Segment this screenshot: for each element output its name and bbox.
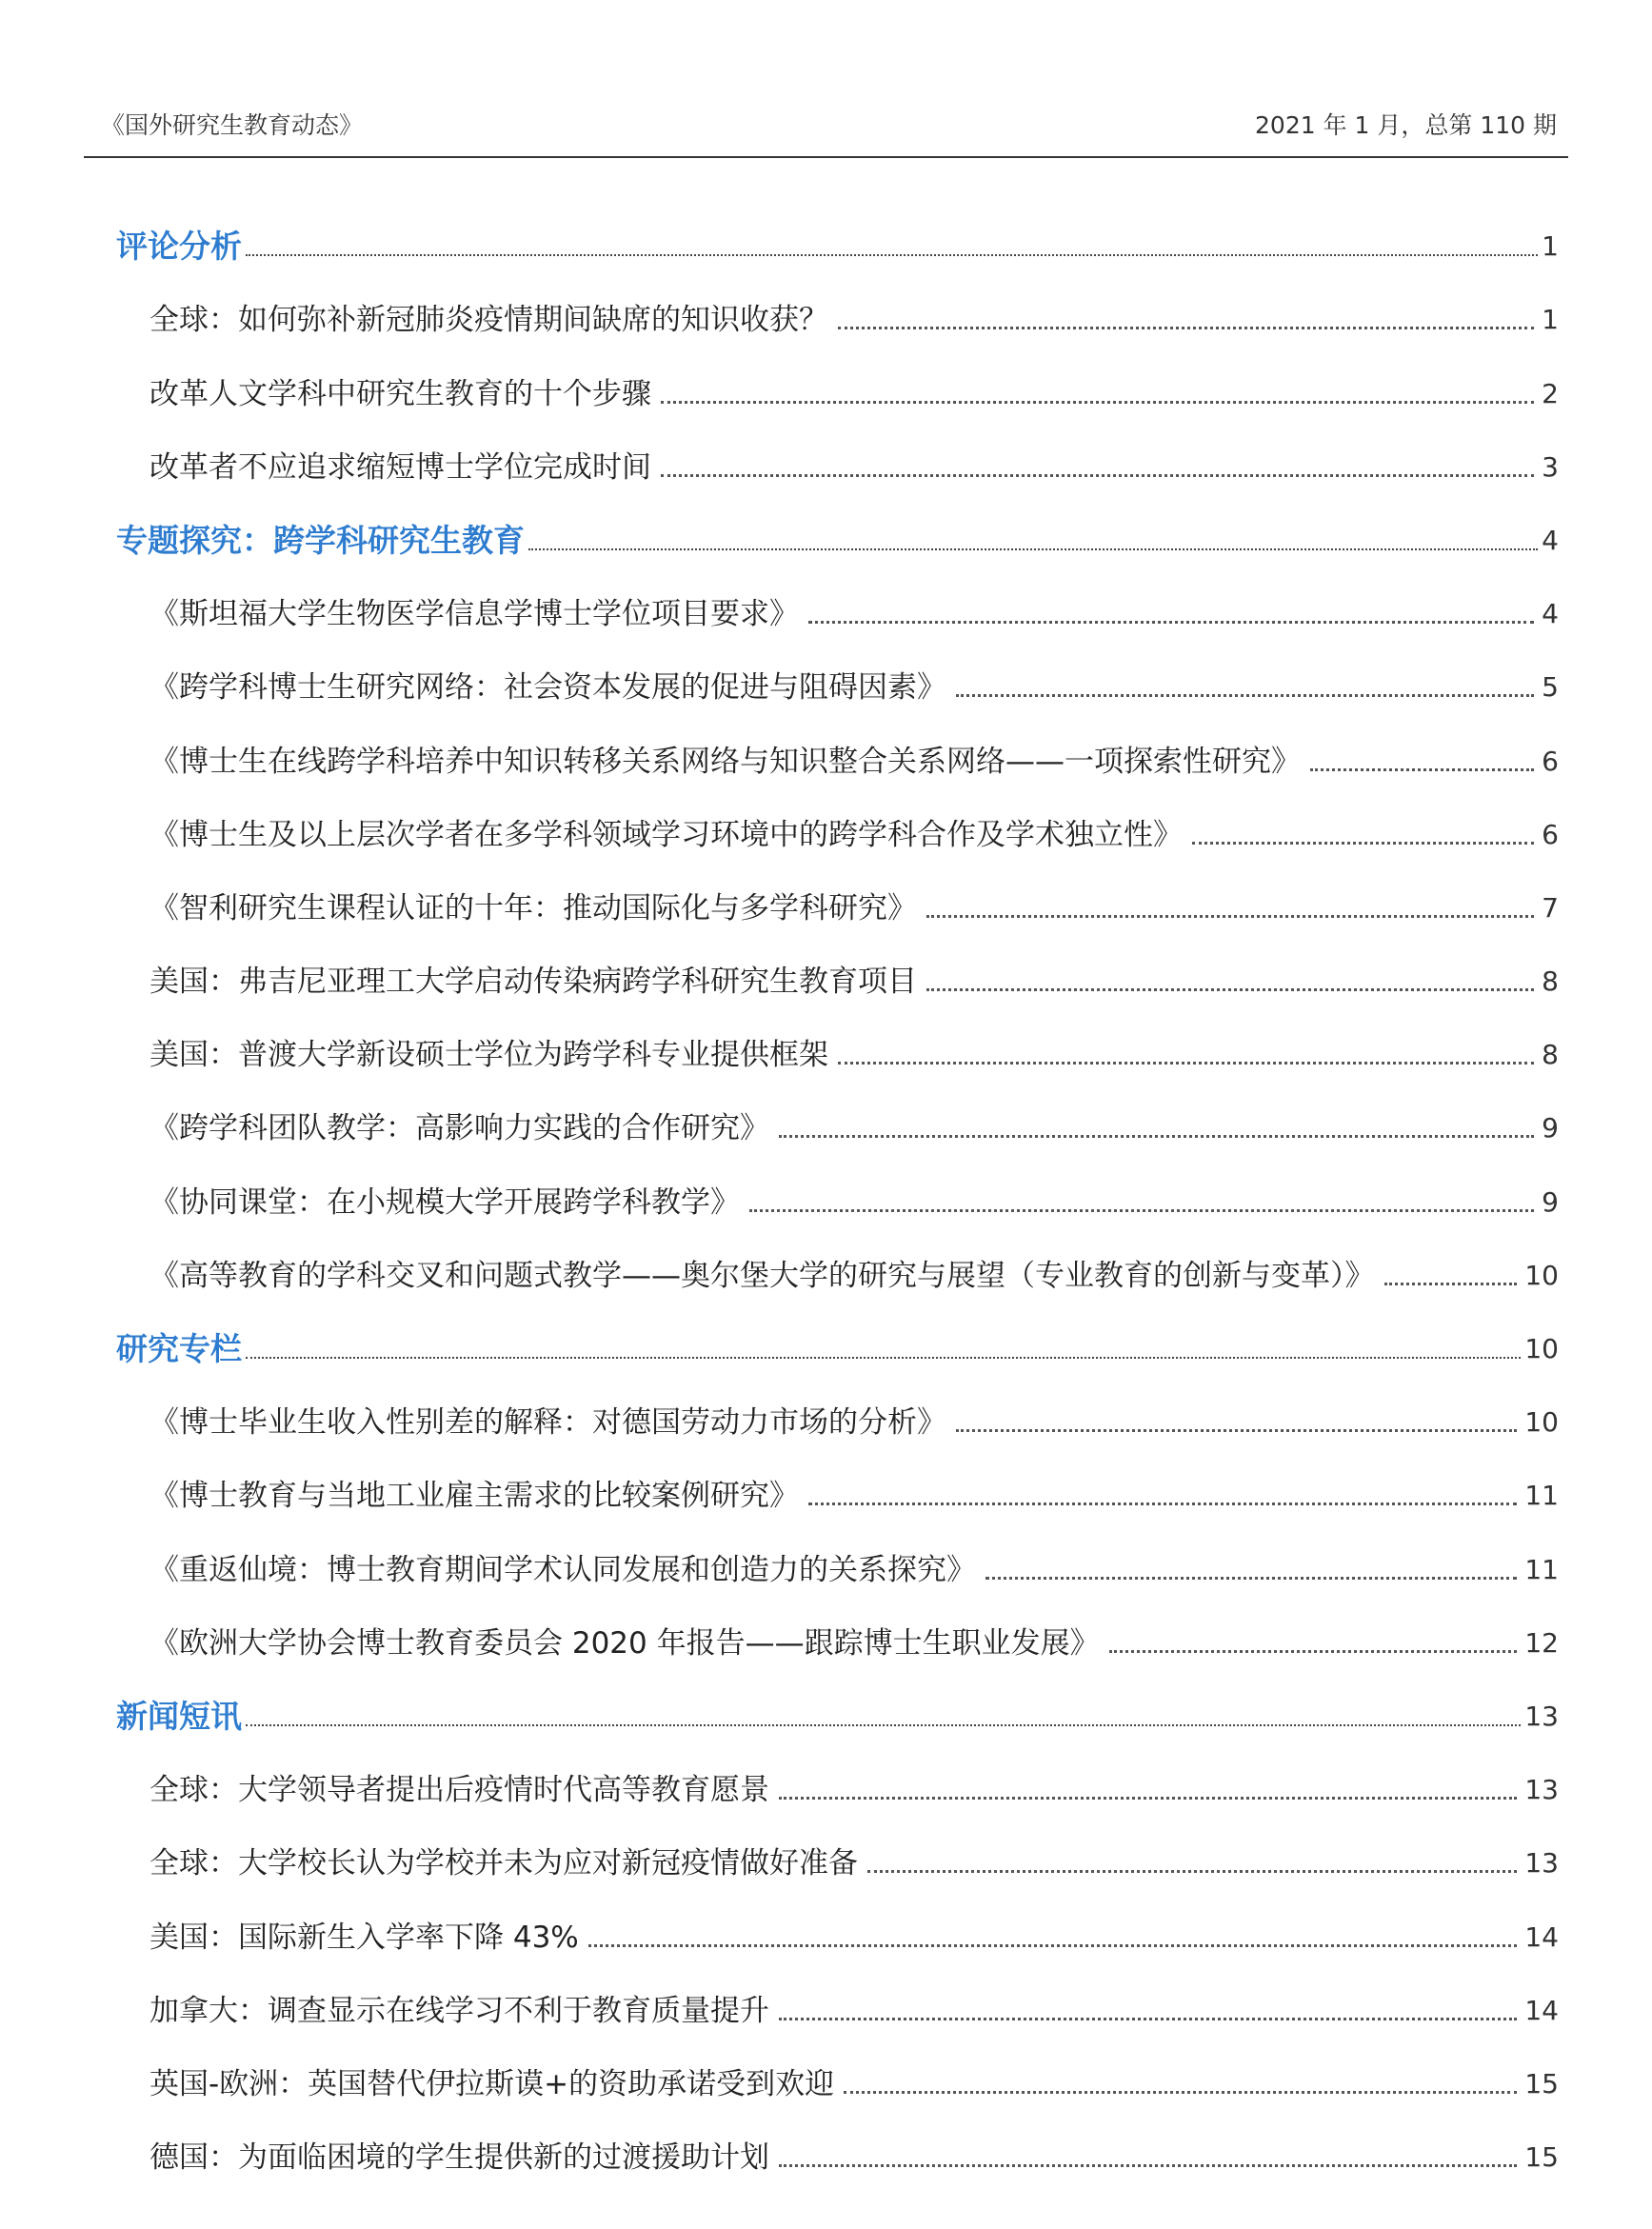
- toc-page-number: 15: [1524, 2067, 1559, 2100]
- toc-page-number: 10: [1524, 1333, 1559, 1364]
- toc-entry[interactable]: [116, 1974, 1559, 2047]
- toc-entry[interactable]: [116, 871, 1559, 945]
- dot-leader: [808, 1503, 1517, 1505]
- toc-page-number: 2: [1542, 377, 1559, 409]
- dot-leader: [779, 2018, 1517, 2020]
- toc-entry[interactable]: [116, 1164, 1559, 1238]
- toc-page-number: 6: [1542, 745, 1559, 777]
- dot-leader: [1192, 842, 1534, 845]
- toc-section-heading[interactable]: [116, 1312, 1559, 1385]
- toc-entry[interactable]: [116, 1459, 1559, 1532]
- toc-entry-title: 评论分析: [116, 228, 242, 266]
- toc-entry-title: 《博士毕业生收入性别差的解释：对德国劳动力市场的分析》: [149, 1405, 946, 1441]
- toc-entry[interactable]: [116, 1091, 1559, 1164]
- toc-entry-title: 改革人文学科中研究生教育的十个步骤: [149, 376, 651, 411]
- toc-entry-title: 英国-欧洲：英国替代伊拉斯谟+的资助承诺受到欢迎: [149, 2066, 835, 2101]
- toc-page-number: 12: [1524, 1626, 1559, 1659]
- toc-entry-title: 《协同课堂：在小规模大学开展跨学科教学》: [149, 1184, 740, 1220]
- toc-page-number: 1: [1542, 230, 1559, 263]
- toc-page-number: 5: [1542, 671, 1559, 704]
- toc-entry-title: 全球：如何弥补新冠肺炎疫情期间缺席的知识收获？: [149, 303, 828, 338]
- toc-entry[interactable]: [116, 2120, 1559, 2194]
- dot-leader: [779, 1135, 1534, 1138]
- toc-page-number: 8: [1542, 1039, 1559, 1071]
- toc-page-number: 11: [1524, 1480, 1559, 1512]
- toc-entry-title: 《跨学科团队教学：高影响力实践的合作研究》: [149, 1111, 769, 1146]
- toc-entry-title: 《智利研究生课程认证的十年：推动国际化与多学科研究》: [149, 890, 917, 925]
- toc-page-number: 9: [1542, 1185, 1559, 1218]
- toc-entry-title: 德国：为面临困境的学生提供新的过渡援助计划: [149, 2140, 769, 2176]
- toc-entry[interactable]: [116, 1385, 1559, 1459]
- toc-page-number: 1: [1542, 304, 1559, 336]
- toc-entry[interactable]: [116, 798, 1559, 871]
- toc-entry-title: 《斯坦福大学生物医学信息学博士学位项目要求》: [149, 597, 799, 632]
- toc-entry[interactable]: [116, 1606, 1559, 1680]
- toc-section-heading[interactable]: [116, 504, 1559, 577]
- dot-leader: [838, 327, 1534, 329]
- dot-leader: [749, 1209, 1534, 1212]
- dot-leader: [661, 474, 1534, 477]
- toc-page-number: 14: [1524, 1921, 1559, 1953]
- toc-entry[interactable]: [116, 283, 1559, 356]
- toc-entry[interactable]: [116, 1900, 1559, 1973]
- toc-entry-title: 《重返仙境：博士教育期间学术认同发展和创造力的关系探究》: [149, 1552, 976, 1587]
- toc-entry-title: 研究专栏: [116, 1330, 242, 1367]
- toc-entry[interactable]: [116, 945, 1559, 1018]
- dot-leader: [246, 1724, 1521, 1726]
- toc-entry-title: 改革者不应追求缩短博士学位完成时间: [149, 449, 651, 485]
- toc-entry[interactable]: [116, 650, 1559, 724]
- toc-page-number: 9: [1542, 1112, 1559, 1144]
- toc-page-number: 10: [1524, 1259, 1559, 1291]
- dot-leader: [588, 1944, 1518, 1947]
- dot-leader: [956, 694, 1534, 697]
- dot-leader: [1109, 1650, 1518, 1653]
- dot-leader: [844, 2091, 1517, 2094]
- toc-page-number: 13: [1524, 1774, 1559, 1806]
- dot-leader: [246, 1357, 1521, 1359]
- toc-entry[interactable]: [116, 1753, 1559, 1826]
- toc-entry[interactable]: [116, 577, 1559, 650]
- toc-entry-title: 专题探究：跨学科研究生教育: [116, 521, 525, 559]
- toc-page-number: 13: [1524, 1700, 1559, 1732]
- toc-entry-title: 《博士生及以上层次学者在多学科领域学习环境中的跨学科合作及学术独立性》: [149, 817, 1183, 852]
- toc-entry[interactable]: [116, 430, 1559, 504]
- issue-info: 2021 年 1 月，总第 110 期: [1255, 111, 1557, 139]
- dot-leader: [1384, 1283, 1518, 1285]
- toc-entry[interactable]: [116, 1018, 1559, 1091]
- toc-page-number: 15: [1524, 2141, 1559, 2174]
- dot-leader: [1310, 768, 1534, 771]
- toc-page-number: 8: [1542, 965, 1559, 998]
- toc-page-number: 6: [1542, 818, 1559, 850]
- toc-page-number: 4: [1542, 524, 1559, 556]
- dot-leader: [246, 254, 1538, 256]
- toc-entry-title: 美国：普渡大学新设硕士学位为跨学科专业提供框架: [149, 1038, 828, 1073]
- toc-entry-title: 美国：国际新生入学率下降 43%: [149, 1920, 579, 1955]
- dot-leader: [926, 915, 1534, 918]
- toc-entry-title: 《博士生在线跨学科培养中知识转移关系网络与知识整合关系网络——一项探索性研究》: [149, 744, 1301, 779]
- toc-section-heading[interactable]: [116, 209, 1559, 283]
- toc-entry-title: 《跨学科博士生研究网络：社会资本发展的促进与阻碍因素》: [149, 670, 946, 706]
- toc-page-number: 3: [1542, 450, 1559, 483]
- toc-section-heading[interactable]: [116, 1680, 1559, 1753]
- toc-entry-title: 全球：大学领导者提出后疫情时代高等教育愿景: [149, 1773, 769, 1808]
- toc-entry-title: 加拿大：调查显示在线学习不利于教育质量提升: [149, 1993, 769, 2028]
- dot-leader: [867, 1870, 1517, 1873]
- toc-page-number: 14: [1524, 1994, 1559, 2026]
- toc-entry-title: 《博士教育与当地工业雇主需求的比较案例研究》: [149, 1479, 799, 1514]
- dot-leader: [528, 548, 1538, 550]
- toc-entry[interactable]: [116, 1239, 1559, 1312]
- dot-leader: [985, 1577, 1517, 1580]
- toc-entry-title: 《高等教育的学科交叉和问题式教学——奥尔堡大学的研究与展望（专业教育的创新与变革）》: [149, 1258, 1375, 1293]
- table-of-contents: [116, 209, 1559, 2194]
- toc-entry[interactable]: [116, 1826, 1559, 1900]
- dot-leader: [808, 621, 1534, 624]
- toc-entry[interactable]: [116, 2047, 1559, 2120]
- dot-leader: [956, 1429, 1517, 1432]
- toc-page-number: 4: [1542, 598, 1559, 630]
- toc-entry-title: 新闻短讯: [116, 1697, 242, 1735]
- toc-entry[interactable]: [116, 1532, 1559, 1605]
- dot-leader: [838, 1062, 1534, 1065]
- toc-page-number: 7: [1542, 891, 1559, 924]
- dot-leader: [779, 2164, 1517, 2167]
- toc-entry[interactable]: [116, 356, 1559, 429]
- toc-page-number: 13: [1524, 1847, 1559, 1880]
- page-header: [84, 95, 1568, 158]
- dot-leader: [926, 988, 1534, 991]
- dot-leader: [779, 1797, 1517, 1800]
- toc-entry-title: 《欧洲大学协会博士教育委员会 2020 年报告——跟踪博士生职业发展》: [149, 1625, 1100, 1661]
- dot-leader: [661, 401, 1534, 404]
- toc-entry[interactable]: [116, 724, 1559, 797]
- toc-page-number: 10: [1524, 1406, 1559, 1439]
- toc-page-number: 11: [1524, 1553, 1559, 1585]
- toc-entry-title: 美国：弗吉尼亚理工大学启动传染病跨学科研究生教育项目: [149, 965, 917, 1000]
- journal-title: 《国外研究生教育动态》: [101, 111, 364, 139]
- toc-entry-title: 全球：大学校长认为学校并未为应对新冠疫情做好准备: [149, 1846, 858, 1881]
